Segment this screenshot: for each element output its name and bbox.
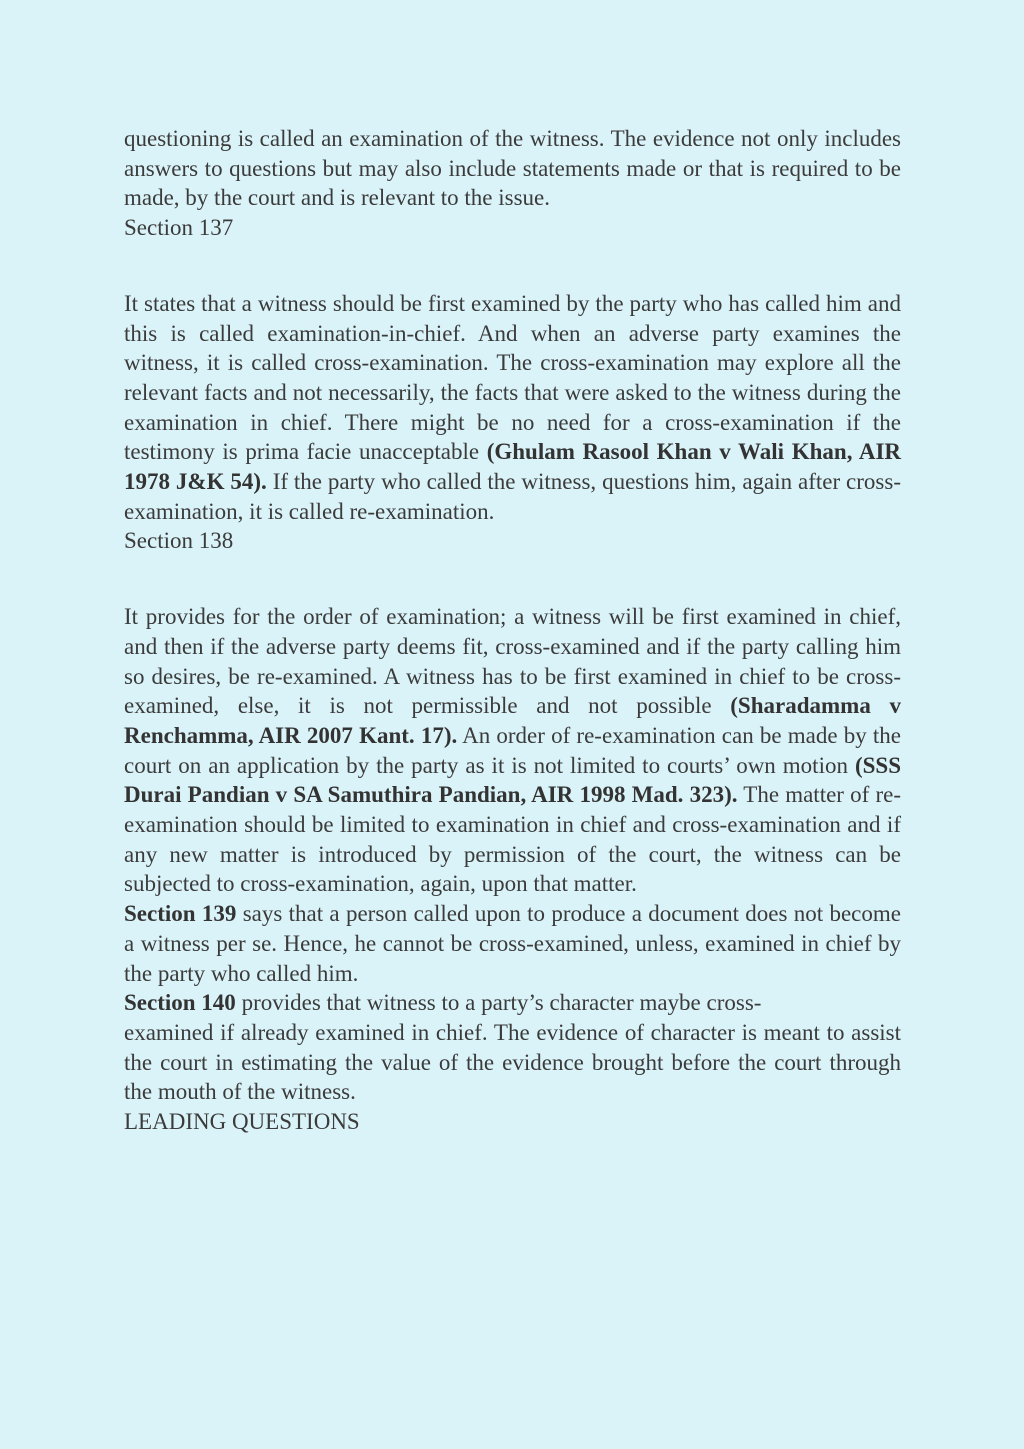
section-139-label: Section 139 xyxy=(124,901,237,927)
citation-durai-pandian: (SSS Durai Pandian v SA Samuthira Pandian, AIR 1998 Mad. 323). xyxy=(124,752,901,808)
section-137-text: It states that a witness should be first examined by the party who has called him and this is called examination-in-chief. And when an adverse party examines the witness, it is called cross-examination. The cross-examination may explore all the relevant facts and not necessarily, the facts that were asked to the witness during the examination in chief. There might be no need for a cross-examination if the testimony is prima facie unacceptable xyxy=(124,290,901,465)
section-138-text-continued: An order of re-examination can be made by the court on an application by the party as it is not limited to courts’ own motion xyxy=(124,722,901,778)
citation-ghulam-rasool-khan: (Ghulam Rasool Khan v Wali Khan, AIR 1978 J&K 54). xyxy=(124,439,901,495)
section-140-label: Section 140 xyxy=(124,990,236,1016)
section-140-text: provides that witness to a party’s character maybe cross- xyxy=(235,990,762,1016)
document-page xyxy=(124,124,901,1137)
section-137-text-continued: If the party who called the witness, questions him, again after cross-examination, it is called re-examination. xyxy=(124,469,901,524)
paragraph-section-140: examined if already examined in chief. The evidence of character is meant to assist the court in estimating the value of the evidence brought before the court through the mouth of the witness. xyxy=(124,1019,901,1105)
section-138-text-end: The matter of re-examination should be limited to examination in chief and cross-examination and if any new matter is introduced by permission of the court, the witness can be subjected to cross-examination, again, upon that matter. xyxy=(124,782,901,897)
paragraph-section-140-first-line xyxy=(124,988,901,1018)
paragraph-section-137 xyxy=(124,289,901,527)
citation-sharadamma: (Sharadamma v Renchamma, AIR 2007 Kant. 17). xyxy=(124,693,901,748)
heading-leading-questions: LEADING QUESTIONS xyxy=(124,1109,360,1135)
heading-section-138: Section 138 xyxy=(124,528,234,554)
paragraph-section-139 xyxy=(124,899,901,988)
heading-section-137: Section 137 xyxy=(124,215,234,241)
section-139-text: says that a person called upon to produce a document does not become a witness per se. Hence, he cannot be cross-examined, unless, examined in chief by the party who called him. xyxy=(124,901,901,986)
paragraph-section-138 xyxy=(124,602,901,899)
section-138-text: It provides for the order of examination; a witness will be first examined in chief, and then if the adverse party deems fit, cross-examined and if the party calling him so desires, be re-examined. A witness has to be first examined in chief to be cross-examined, else, it is not permissible and not possible xyxy=(124,604,901,719)
paragraph-examination-definition: questioning is called an examination of the witness. The evidence not only includes answers to questions but may also include statements made or that is required to be made, by the court and is relevant to the issue. xyxy=(124,126,901,211)
